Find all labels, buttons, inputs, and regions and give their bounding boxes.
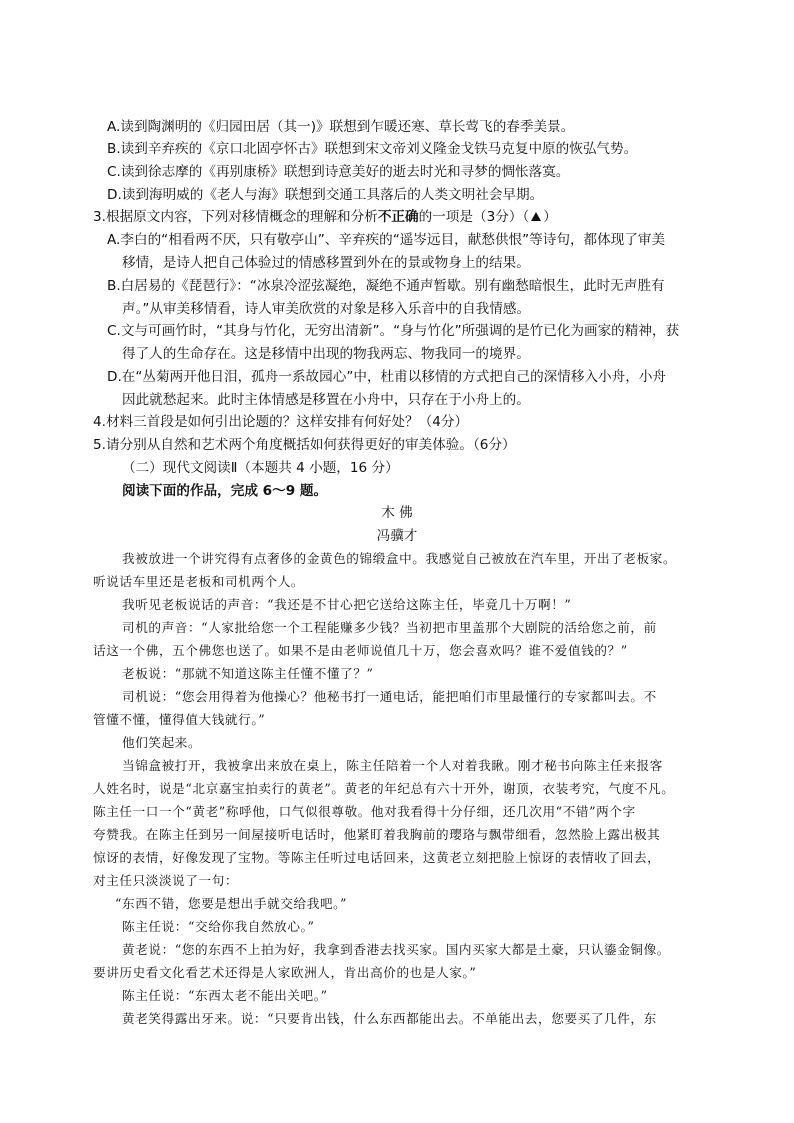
story-line: 黄老笑得露出牙来。说：“只要肯出钱，什么东西都能出去。不单能出去，您要买了几件，东 [122,1011,657,1026]
story-line: 要讲历史看文化看艺术还得是人家欧洲人，肯出高价的也是人家。” [93,965,477,980]
option-3c-line2: 得了人的生命存在。这是移情中出现的物我两忘、物我同一的境界。 [122,346,530,362]
option-3d-line2: 因此就愁起来。此时主体情感是移置在小舟中，只存在于小舟上的。 [122,392,530,408]
option-3b-line2: 声。”从审美移情看，诗人审美欣赏的对象是移入乐音中的自我情感。 [122,301,531,317]
option-3b-line1: B.白居易的《琵琶行》：“冰泉冷涩弦凝绝，凝绝不通声暂歇。别有幽愁暗恨生，此时无声胜有 [107,278,665,294]
option-2a: A.读到陶渊明的《归园田居（其一)》联想到乍暖还寒、草长莺飞的春季美景。 [107,119,575,135]
story-line: 我听见老板说话的声音：“我还是不甘心把它送给这陈主任，毕竟几十万啊！” [122,597,572,612]
story-line: 人姓名时，说是“北京嘉宝拍卖行的黄老”。黄老的年纪总有六十开外，谢顶，衣装考究，气度不凡。 [93,781,675,796]
answer-marker-icon [531,212,541,221]
option-2c: C.读到徐志摩的《再别康桥》联想到诗意美好的逝去时光和寻梦的惆怅落寞。 [107,164,570,180]
option-3a-line2: 移情，是诗人把自己体验过的情感移置到外在的景或物身上的结果。 [122,255,530,271]
story-line: 对主任只淡淡说了一句： [93,873,239,888]
story-line: 陈主任说：“交给你我自然放心。” [122,919,315,934]
option-3a-line1: A.李白的“相看两不厌，只有敬亭山”、辛弃疾的“遥岑远目，献愁供恨”等诗句，都体现了审美 [107,232,666,248]
question-3-stem [93,208,557,226]
story-line: 夸赞我。在陈主任到另一间屋接听电话时，他紧盯着我胸前的璎珞与飘带细看，忽然脸上露出极其 [93,827,661,842]
option-2d: D.读到海明威的《老人与海》联想到交通工具落后的人类文明社会早期。 [107,187,544,203]
story-line: 我被放进一个讲究得有点奢侈的金黄色的锦缎盒中。我感觉自己被放在汽车里，开出了老板家。 [122,551,677,566]
story-line: 当锦盒被打开，我被拿出来放在桌上，陈主任陪着一个人对着我瞅。刚才秘书向陈主任来报客 [122,758,663,773]
option-3d-line1: D.在“丛菊两开他日泪，孤舟一系故园心”中，杜甫以移情的方式把自己的深情移入小舟，小舟 [107,369,667,385]
reading-instruction: 阅读下面的作品，完成 6～9 题。 [122,483,328,499]
q3-stem-b: 的一项是（3分）（ [418,209,530,225]
story-title: 木 佛 [381,505,413,521]
story-line: 老板说：“那就不知道这陈主任懂不懂了？” [122,666,374,681]
option-2b: B.读到辛弃疾的《京口北固亭怀古》联想到宋文帝刘义隆金戈铁马克复中原的恢弘气势。 [107,141,638,157]
story-line: 惊讶的表情，好像发现了宝物。等陈主任听过电话回来，这黄老立刻把脸上惊讶的表情收了回去， [93,850,661,865]
story-line: 黄老说：“您的东西不上拍为好，我拿到香港去找买家。国内买家大都是土豪，只认鎏金铜像。 [122,942,670,957]
story-line: 司机说：“您会用得着为他操心？他秘书打一通电话，能把咱们市里最懂行的专家都叫去。不 [122,689,657,704]
q3-stem-a: 3.根据原文内容，下列对移情概念的理解和分析 [93,209,378,225]
story-line: 陈主任一口一个“黄老”称呼他，口气似很尊敬。他对我看得十分仔细，还几次用“不错”两个字 [93,804,636,819]
story-line: 司机的声音：“人家批给您一个工程能赚多少钱？当初把市里盖那个大剧院的活给您之前，前 [122,620,657,635]
story-line: 管懂不懂，懂得值大钱就行。” [93,712,266,727]
story-line: 听说话车里还是老板和司机两个人。 [93,574,305,589]
option-3c-line1: C.文与可画竹时，“其身与竹化，无穷出清新”。“身与竹化”所强调的是竹已化为画家的精神，获 [107,323,680,339]
story-author: 冯骥才 [376,528,418,544]
story-line: “东西不错，您要是想出手就交给我吧。” [115,896,348,911]
story-line: 他们笑起来。 [122,735,202,750]
story-line: 陈主任说：“东西太老不能出关吧。” [122,988,328,1003]
section-heading: （二）现代文阅读Ⅱ（本题共 4 小题，16 分） [122,460,399,476]
q3-stem-emphasis: 不正确 [377,209,419,225]
question-4: 4.材料三首段是如何引出论题的？这样安排有何好处？（4分） [93,414,469,430]
story-line: 话这一个佛，五个佛您也送了。如果不是由老师说值几十万，您会喜欢吗？谁不爱值钱的？” [93,643,628,658]
q3-stem-end: ） [543,209,557,225]
question-5: 5.请分别从自然和艺术两个角度概括如何获得更好的审美体验。（6分） [93,437,516,453]
